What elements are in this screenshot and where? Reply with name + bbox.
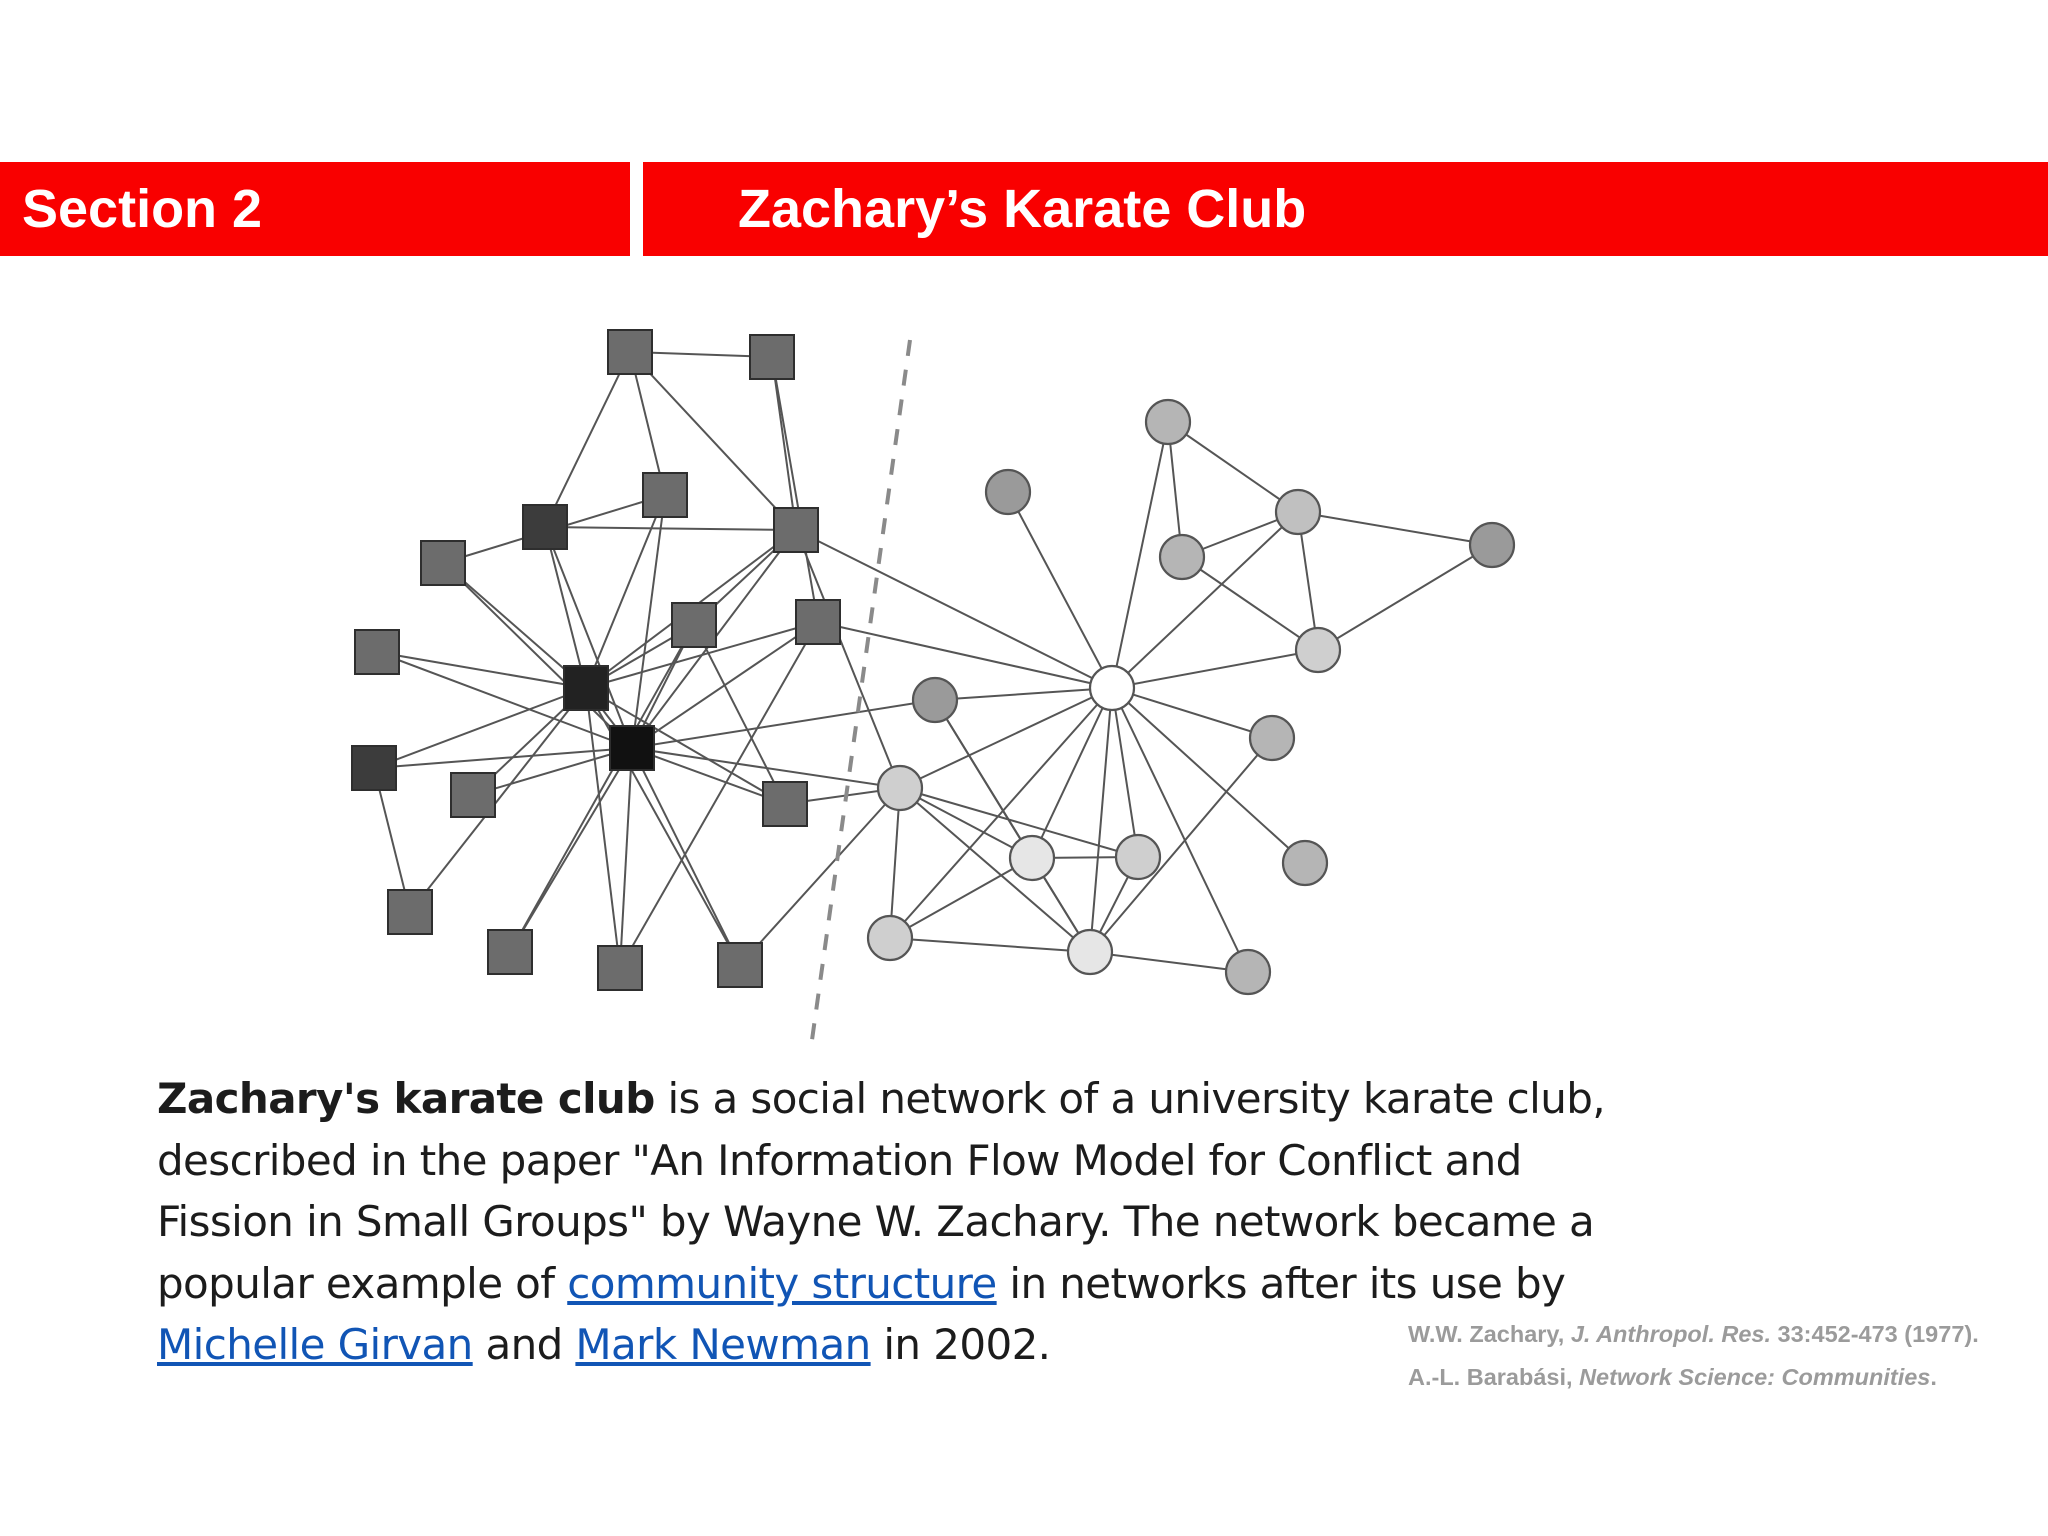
edge-c3-c7 [1112, 512, 1298, 688]
edge-c15-c16 [1090, 952, 1248, 972]
square-node-s9 [355, 630, 399, 674]
edge-c1-c3 [1168, 422, 1298, 512]
circle-node-c1 [1146, 400, 1190, 444]
link-mark-newman[interactable]: Mark Newman [575, 1320, 871, 1369]
circle-node-c3 [1276, 490, 1320, 534]
circle-node-c8 [913, 678, 957, 722]
slide-title [643, 162, 2048, 256]
edge-c7-c8 [935, 688, 1112, 700]
circle-node-c11 [1010, 836, 1054, 880]
edge-s5-c7 [796, 530, 1112, 688]
edge-s1-s4 [545, 352, 630, 527]
square-node-s18 [718, 943, 762, 987]
section-label-text: Section 2 [22, 179, 263, 239]
square-node-s2 [750, 335, 794, 379]
square-node-s8 [796, 600, 840, 644]
square-node-s12 [352, 746, 396, 790]
edge-c2-c7 [1008, 492, 1112, 688]
square-node-s4 [523, 505, 567, 549]
edge-s5-c10 [796, 530, 900, 788]
section-label [0, 162, 630, 256]
square-node-s3 [643, 473, 687, 517]
edge-c3-c5 [1298, 512, 1492, 545]
circle-node-c2 [986, 470, 1030, 514]
edge-s4-s5 [545, 527, 796, 530]
description-text-3: and [472, 1320, 576, 1369]
circle-node-c15 [1068, 930, 1112, 974]
square-node-s14 [763, 782, 807, 826]
edge-s4-s10 [545, 527, 586, 688]
circle-node-c16 [1226, 950, 1270, 994]
link-michelle-girvan[interactable]: Michelle Girvan [157, 1320, 473, 1369]
square-node-s16 [488, 930, 532, 974]
edge-s11-s12 [374, 748, 632, 768]
edge-c7-c16 [1112, 688, 1248, 972]
slide-title-text: Zachary’s Karate Club [738, 179, 1307, 239]
citation-barabasi: A.-L. Barabási, Network Science: Communities. [1408, 1364, 1937, 1390]
circle-node-c6 [1296, 628, 1340, 672]
description-text-4: in 2002. [870, 1320, 1051, 1369]
edge-c7-c14 [890, 688, 1112, 938]
edge-c7-c9 [1112, 688, 1272, 738]
square-node-s6 [421, 541, 465, 585]
citation-zachary: W.W. Zachary, J. Anthropol. Res. 33:452-473 (1977). [1408, 1321, 1979, 1347]
square-node-s13 [451, 773, 495, 817]
edge-c9-c15 [1090, 738, 1272, 952]
circle-node-c9 [1250, 716, 1294, 760]
edge-c10-c15 [900, 788, 1090, 952]
circle-node-c7 [1090, 666, 1134, 710]
edge-s11-c8 [632, 700, 935, 748]
description-text-2: in networks after its use by [996, 1258, 1566, 1308]
square-node-s11 [610, 726, 654, 770]
circle-node-c13 [1283, 841, 1327, 885]
square-node-s5 [774, 508, 818, 552]
circle-node-c4 [1160, 535, 1204, 579]
circle-node-c10 [878, 766, 922, 810]
edge-s11-s17 [620, 748, 632, 968]
circle-node-c12 [1116, 835, 1160, 879]
edge-c5-c6 [1318, 545, 1492, 650]
edge-s9-s10 [377, 652, 586, 688]
edge-s2-s8 [772, 357, 818, 622]
description-text-1: is a social network of a university karate club, described in the paper "An Information Flow Model for Conflict and Fission in Small Groups" by Wayne W. Zachary. The network became a popular example of [157, 1074, 1606, 1308]
network-nodes [352, 330, 1514, 994]
edge-c11-c14 [890, 858, 1032, 938]
square-node-s15 [388, 890, 432, 934]
circle-node-c14 [868, 916, 912, 960]
link-community-structure[interactable]: community structure [567, 1258, 997, 1308]
edge-c14-c15 [890, 938, 1090, 952]
bold-term: Zachary's karate club [157, 1074, 655, 1123]
edge-c6-c7 [1112, 650, 1318, 688]
square-node-s1 [608, 330, 652, 374]
square-node-s10 [564, 666, 608, 710]
square-node-s17 [598, 946, 642, 990]
circle-node-c5 [1470, 523, 1514, 567]
square-node-s7 [672, 603, 716, 647]
karate-club-network-diagram [350, 320, 1530, 1040]
citations [1408, 1313, 1979, 1399]
